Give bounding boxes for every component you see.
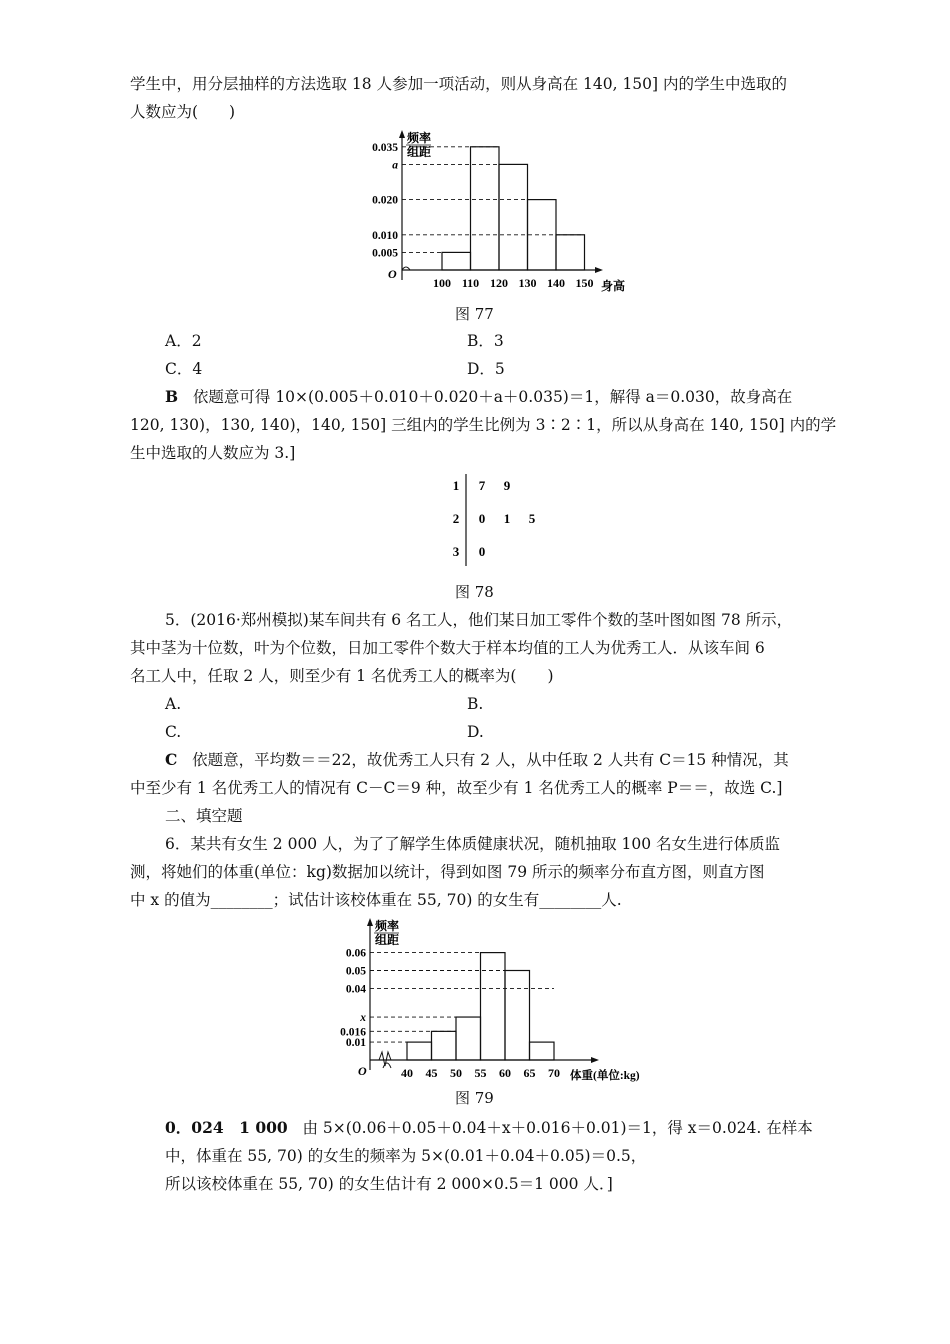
y-tick-label: 0.05 [345,965,366,978]
q5-option-b: B. [467,695,484,713]
q6-answer-label: 0．024 1 000 [165,1118,288,1137]
y-tick-label: a [392,159,398,172]
x-tick-label: 150 [575,276,594,290]
q6-line1: 6．某共有女生 2 000 人，为了了解学生体质健康状况，随机抽取 100 名女生进行体质监 [165,835,781,853]
x-tick-label: 45 [425,1066,438,1080]
y-axis-arrow [399,130,405,138]
x-axis-label: 身高 [601,279,626,293]
x-tick-label: 140 [547,276,565,290]
q6-solution-line1 [165,1118,813,1138]
leaf-value: 5 [528,511,536,526]
y-tick-label: x [360,1012,366,1025]
figure-79-histogram [325,918,655,1090]
y-tick-label: 0.04 [345,983,366,996]
q6-solution-line2: 中，体重在 55, 70) 的女生的频率为 5×(0.01＋0.04＋0.05)＝0.5， [165,1147,647,1165]
histogram-bar [505,971,530,1061]
q4-option-d: D．5 [467,360,505,378]
y-tick-label: 0.020 [372,194,398,207]
q4-solution-text1: 依题意可得 10×(0.005＋0.010＋0.020＋a＋0.035)＝1，解得 a＝0.030，故身高在 [192,388,793,406]
q6-solution-line3: 所以该校体重在 55, 70) 的女生估计有 2 000×0.5＝1 000 人．] [165,1175,613,1193]
origin-label: O [358,1064,367,1078]
x-tick-label: 130 [518,276,537,290]
histogram-bar [481,953,506,1060]
y-tick-label: 0.005 [372,247,398,260]
figure-78-stem-leaf [440,472,560,572]
q6-line2: 测，将她们的体重(单位：kg)数据加以统计，得到如图 79 所示的频率分布直方图，则直方图 [130,863,765,881]
q5-solution-line2: 中至少有 1 名优秀工人的情况有 C－C＝9 种，故至少有 1 名优秀工人的概率 P＝＝，故选 C.] [130,779,783,797]
section-heading: 二、填空题 [165,807,243,825]
histogram-bar [556,235,585,270]
ylabel-top: 频率 [375,919,400,933]
q4-solution-line2: 120, 130)，130, 140)，140, 150] 三组内的学生比例为 3∶2∶1，所以从身高在 140, 150] 内的学 [130,416,837,434]
x-tick-label: 70 [548,1066,560,1080]
q5-line2: 其中茎为十位数，叶为个位数，日加工零件个数大于样本均值的工人为优秀工人．从该车间 6 [130,639,765,657]
x-tick-label: 55 [474,1066,487,1080]
x-tick-label: 110 [461,276,480,290]
x-axis-arrow [591,1057,599,1063]
q6-line3: 中 x 的值为________；试估计该校体重在 55, 70) 的女生有________人. [130,891,622,909]
q4-option-c: C．4 [165,360,203,378]
y-tick-label: 0.06 [345,947,366,960]
ylabel-bottom: 组距 [375,933,400,947]
q5-line3: 名工人中，任取 2 人，则至少有 1 名优秀工人的概率为( ) [130,667,554,685]
x-tick-label: 50 [450,1066,462,1080]
leaf-value: 7 [478,478,486,493]
origin-label: O [388,267,397,281]
y-tick-label: 0.035 [372,141,398,154]
y-tick-label: 0.010 [372,229,398,242]
x-tick-label: 40 [401,1066,413,1080]
q4-text-line1: 学生中，用分层抽样的方法选取 18 人参加一项活动，则从身高在 140, 150] 内的学生中选取的 [130,75,788,93]
q5-option-c: C. [165,723,182,741]
x-tick-label: 100 [433,276,451,290]
figure-77-caption: 图 77 [455,305,494,323]
q4-solution-line3: 生中选取的人数应为 3.] [130,444,296,462]
x-tick-label: 65 [523,1066,536,1080]
q5-option-d: D. [467,723,484,741]
y-axis-arrow [367,918,373,926]
ylabel-top: 频率 [407,131,432,145]
figure-78-caption: 图 78 [455,583,494,601]
q4-text-line2: 人数应为( ) [130,103,236,121]
q4-answer-label: B [165,387,179,406]
y-tick-label: 0.016 [340,1026,366,1039]
ylabel-bottom: 组距 [407,145,432,159]
q6-solution-text1: 由 5×(0.06＋0.05＋0.04＋x＋0.016＋0.01)＝1，得 x＝0.024. 在样本 [302,1119,813,1137]
q5-answer-label: C [165,750,178,769]
histogram-bar [499,164,528,270]
histogram-bar [530,1042,555,1060]
histogram-bar [442,252,471,270]
q5-solution-line1 [165,750,789,770]
histogram-bar [432,1031,457,1060]
leaf-value: 9 [503,478,511,493]
stem-value: 3 [452,544,460,559]
q4-option-b: B．3 [467,332,504,350]
stem-value: 2 [452,511,460,526]
figure-79-caption: 图 79 [455,1089,494,1107]
q5-solution-text1: 依题意，平均数＝＝22，故优秀工人只有 2 人，从中任取 2 人共有 C＝15 种情况，其 [192,751,789,769]
histogram-bar [471,147,500,270]
q4-solution-line1 [165,387,792,407]
leaf-value: 0 [478,511,486,526]
x-axis-label: 体重(单位:kg) [570,1070,640,1082]
y-tick-label: 0.01 [345,1037,366,1050]
stem-value: 1 [452,478,460,493]
q4-option-a: A．2 [165,332,202,350]
figure-77-histogram [355,130,645,300]
leaf-value: 0 [478,544,486,559]
leaf-value: 1 [503,511,511,526]
x-axis-arrow [595,267,603,273]
x-tick-label: 120 [490,276,508,290]
q5-line1: 5．(2016·郑州模拟)某车间共有 6 名工人，他们某日加工零件个数的茎叶图如图 78 所示， [165,611,793,629]
histogram-bar [456,1017,481,1060]
x-tick-label: 60 [499,1066,511,1080]
q5-option-a: A. [165,695,182,713]
histogram-bar [407,1042,432,1060]
